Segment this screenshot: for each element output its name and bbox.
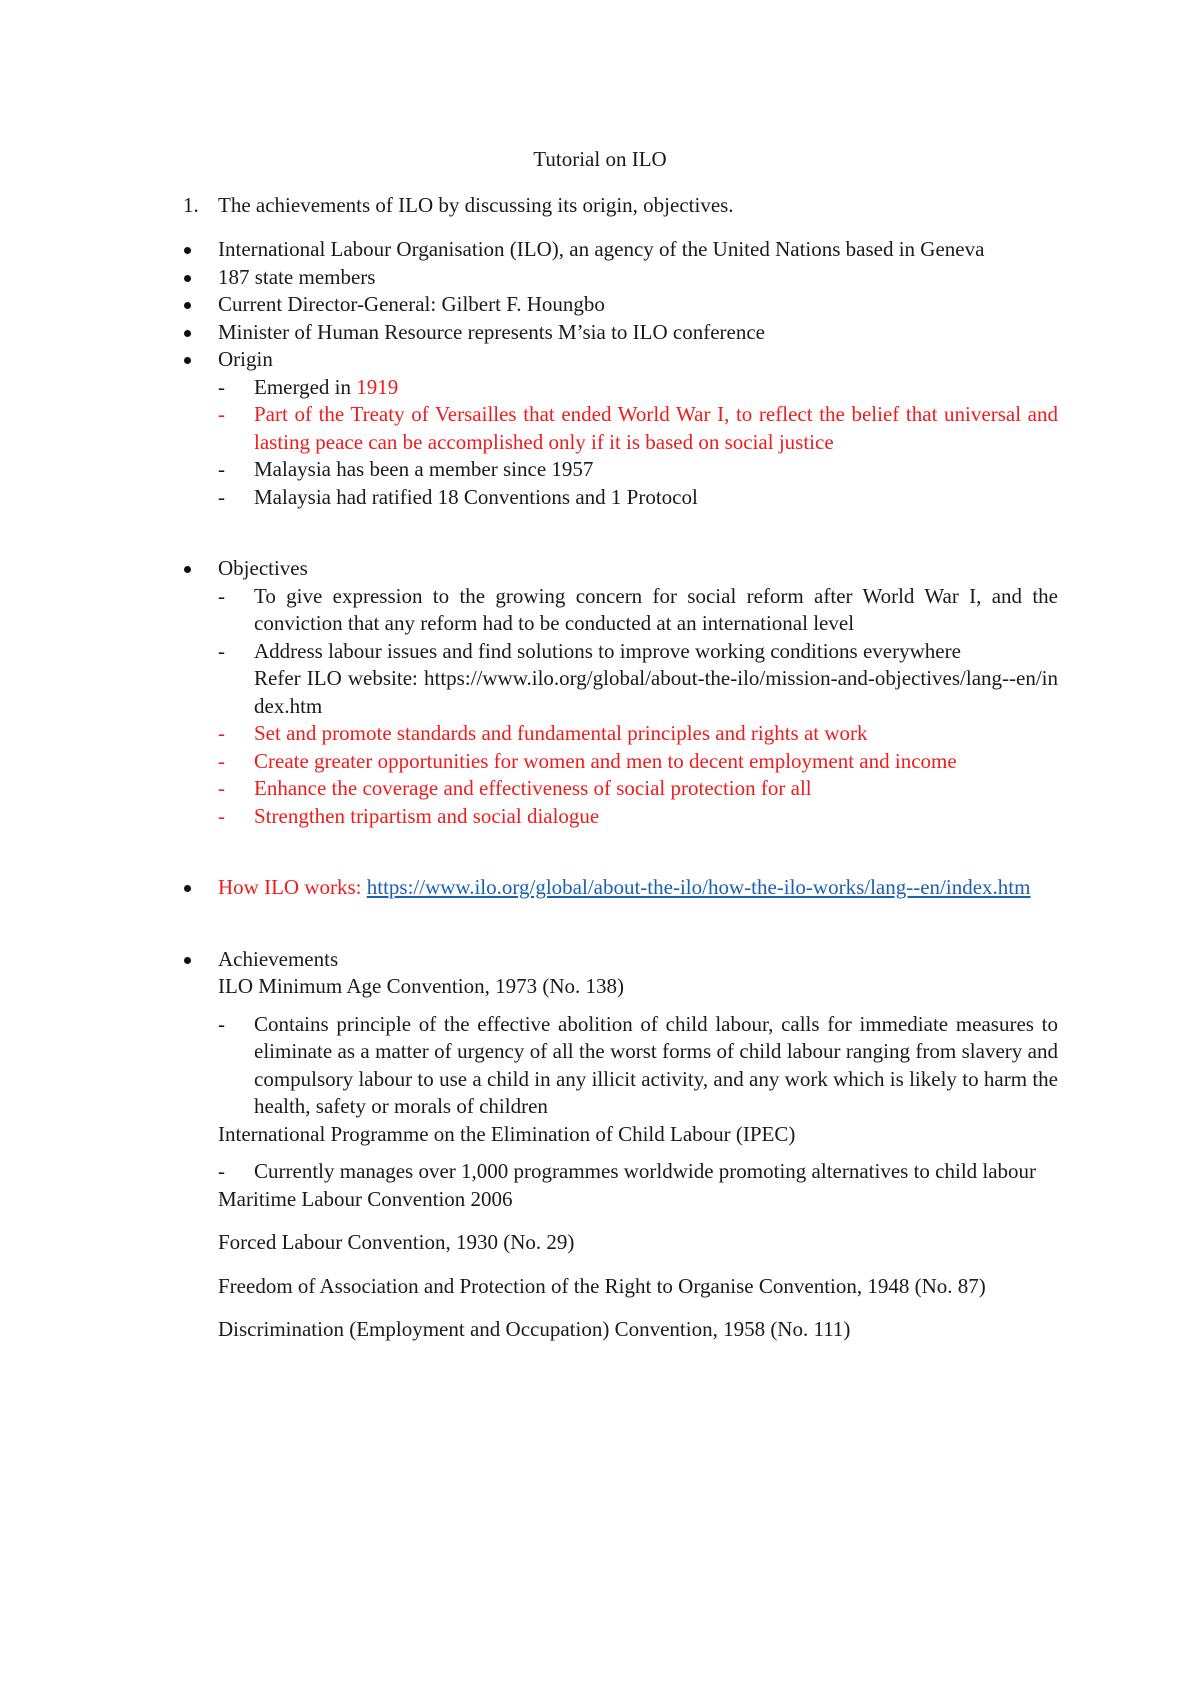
document-body	[218, 236, 1058, 1344]
objective-item-3: - Set and promote standards and fundamental principles and rights at work	[254, 720, 1058, 748]
spacer	[218, 1257, 1058, 1273]
origin-ratified: - Malaysia had ratified 18 Conventions and 1 Protocol	[254, 484, 1058, 512]
achievement-ipec: International Programme on the Elimination of Child Labour (IPEC)	[218, 1121, 796, 1146]
spacer	[218, 830, 1058, 874]
how-works-label: How ILO works:	[218, 875, 367, 899]
bullet-how-works	[218, 874, 1058, 902]
objective-item-6: - Strengthen tripartism and social dialogue	[254, 803, 1058, 831]
spacer	[218, 1300, 1058, 1316]
spacer	[218, 902, 1058, 946]
objectives-list	[218, 583, 1058, 831]
bullet-achievements: Achievements	[218, 946, 1058, 974]
document-title: Tutorial on ILO	[533, 147, 667, 171]
bullet-origin: Origin	[218, 346, 1058, 374]
achievement-maritime: Maritime Labour Convention 2006	[218, 1186, 513, 1211]
origin-emerged-year: 1919	[356, 374, 399, 399]
origin-member-since: - Malaysia has been a member since 1957	[254, 456, 1058, 484]
objective-item-2	[254, 638, 1058, 721]
spacer	[218, 1001, 1058, 1011]
achievement-forced: Forced Labour Convention, 1930 (No. 29)	[218, 1230, 575, 1254]
refer-url: https://www.ilo.org/global/about-the-ilo/mission-and-objectives/lang--en/index.htm	[254, 666, 1058, 718]
origin-emerged-text: Emerged in	[254, 374, 357, 399]
conv138-list	[218, 1011, 1058, 1121]
origin-emerged	[254, 374, 1058, 402]
objective-item-2-text: - Address labour issues and find solutions to improve working conditions everywhere	[254, 638, 961, 663]
achievement-conv138: ILO Minimum Age Convention, 1973 (No. 138)	[218, 974, 624, 998]
how-works-link[interactable]: https://www.ilo.org/global/about-the-ilo/how-the-ilo-works/lang--en/index.htm	[366, 875, 1031, 899]
bullet-objectives: Objectives	[218, 555, 1058, 583]
objective-item-4: - Create greater opportunities for women and men to decent employment and income	[254, 748, 1058, 776]
conv138-detail: - Contains principle of the effective abolition of child labour, calls for immediate measures to eliminate as a matter of urgency of all the worst forms of child labour ranging from slavery and compulsory labour to use a child in any illicit activity, and any work which is likely to harm the health, safety or morals of children	[254, 1011, 1058, 1121]
bullet-members: 187 state members	[218, 264, 1058, 292]
achievement-freedom: Freedom of Association and Protection of the Right to Organise Convention, 1948 (No. 87)	[218, 1273, 986, 1298]
achievement-discrimination: Discrimination (Employment and Occupation) Convention, 1958 (No. 111)	[218, 1317, 851, 1341]
origin-list	[218, 374, 1058, 512]
ipec-list	[218, 1158, 1058, 1186]
spacer	[218, 1148, 1058, 1158]
question-text: The achievements of ILO by discussing its origin, objectives.	[218, 193, 734, 217]
refer-label: Refer ILO website:	[254, 666, 418, 690]
objective-item-5: - Enhance the coverage and effectiveness of social protection for all	[254, 775, 1058, 803]
ipec-detail: - Currently manages over 1,000 programmes worldwide promoting alternatives to child labour	[254, 1158, 1058, 1186]
spacer	[218, 511, 1058, 555]
spacer	[218, 1213, 1058, 1229]
objective-item-1: - To give expression to the growing concern for social reform after World War I, and the conviction that any reform had to be conducted at an international level	[254, 583, 1058, 638]
bullet-director: Current Director-General: Gilbert F. Houngbo	[218, 291, 1058, 319]
bullet-ilo: International Labour Organisation (ILO), an agency of the United Nations based in Geneva	[218, 236, 1058, 264]
question-number: 1.	[183, 193, 199, 217]
objective-refer	[254, 665, 1058, 720]
bullet-minister: Minister of Human Resource represents M’sia to ILO conference	[218, 319, 1058, 347]
origin-treaty: - Part of the Treaty of Versailles that ended World War I, to reflect the belief that universal and lasting peace can be accomplished only if it is based on social justice	[254, 401, 1058, 456]
